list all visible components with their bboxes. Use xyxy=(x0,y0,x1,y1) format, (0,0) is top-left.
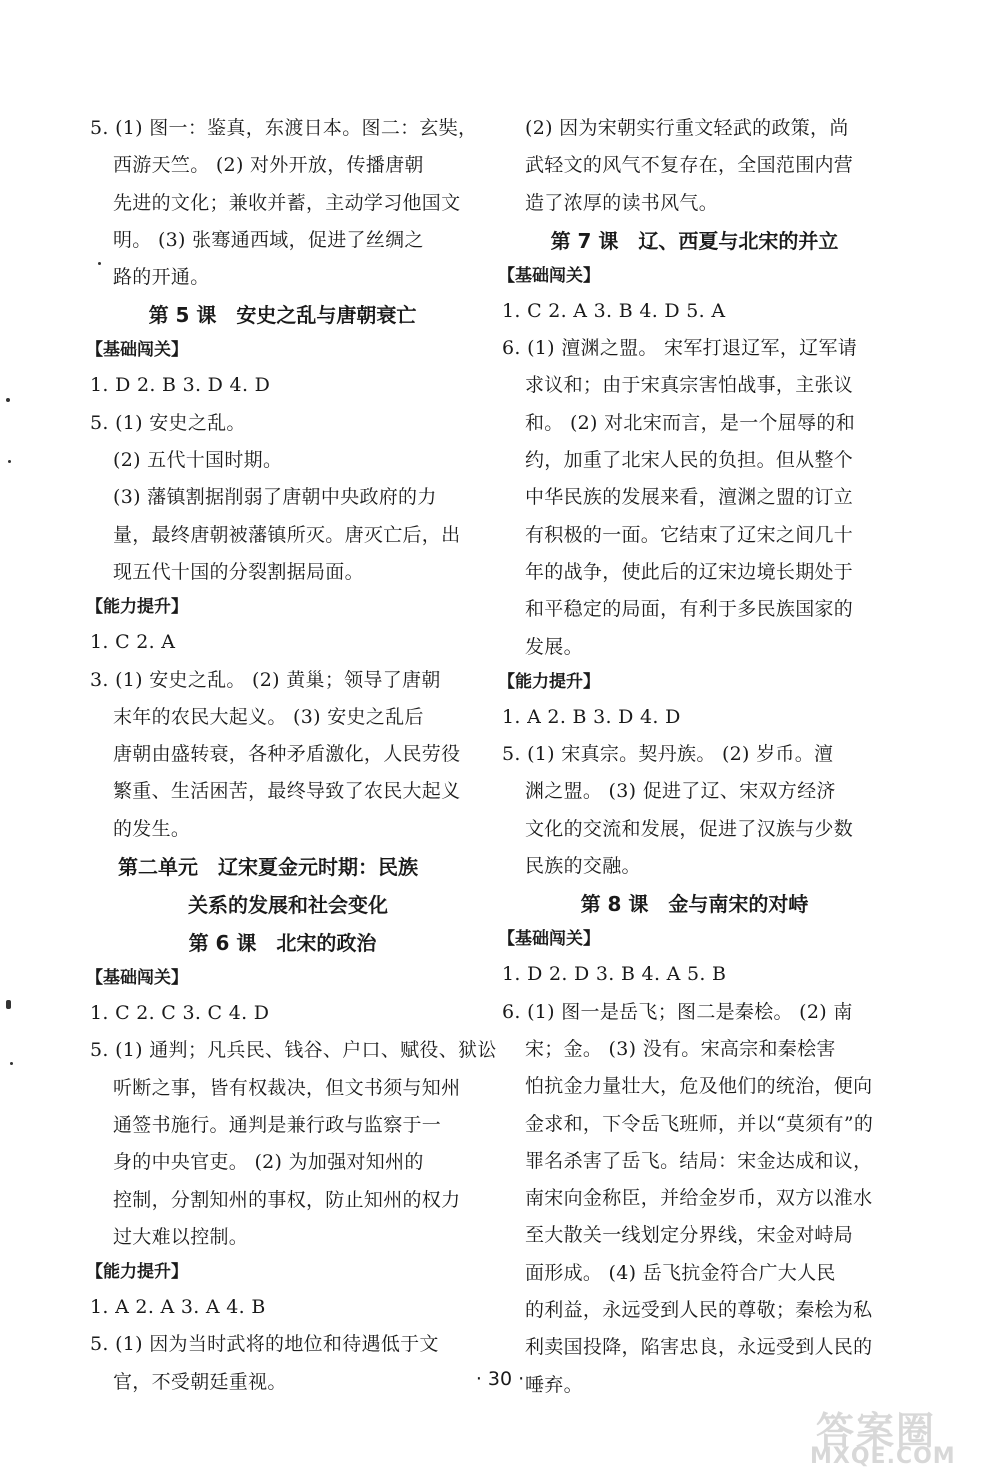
answer-line: 约，加重了北宋人民的负担。但从整个 xyxy=(525,449,854,472)
answer-line: 的利益，永远受到人民的尊敬；秦桧为私 xyxy=(525,1299,873,1322)
answer-line: 先进的文化；兼收并蓄，主动学习他国文 xyxy=(113,191,461,214)
answer-line: 罪名杀害了岳飞。结局：宋金达成和议， xyxy=(525,1149,873,1172)
section-label: 【能力提升】 xyxy=(498,671,600,692)
answer-line: 渊之盟。 (3) 促进了辽、宋双方经济 xyxy=(525,780,836,803)
section-label: 【基础闯关】 xyxy=(498,265,600,286)
answer-line: 5. (1) 通判；凡兵民、钱谷、户口、赋役、狱讼 xyxy=(90,1039,497,1062)
answer-line: 西游天竺。 (2) 对外开放，传播唐朝 xyxy=(113,154,424,177)
answer-line: 金求和，下令岳飞班师，并以“莫须有”的 xyxy=(525,1112,874,1135)
answer-line: 造了浓厚的读书风气。 xyxy=(525,191,719,214)
answer-line: 1. D 2. D 3. B 4. A 5. B xyxy=(502,963,727,986)
lesson-title: 第 7 课 辽、西夏与北宋的并立 xyxy=(550,228,839,253)
answer-line: 1. D 2. B 3. D 4. D xyxy=(90,374,271,397)
answer-line: 明。 (3) 张骞通西域，促进了丝绸之 xyxy=(113,228,424,251)
section-label: 【基础闯关】 xyxy=(86,340,188,361)
answer-line: 1. A 2. A 3. A 4. B xyxy=(90,1296,266,1319)
scan-speck xyxy=(6,398,10,402)
answer-line: 宋；金。 (3) 没有。宋高宗和秦桧害 xyxy=(525,1037,836,1060)
answer-line: 中华民族的发展来看，澶渊之盟的订立 xyxy=(525,486,854,509)
answer-line: 1. C 2. A xyxy=(90,631,176,654)
answer-line: 1. A 2. B 3. D 4. D xyxy=(502,705,681,728)
answer-line: 现五代十国的分裂割据局面。 xyxy=(113,560,364,583)
answer-line: 至大散关一线划定分界线，宋金对峙局 xyxy=(525,1224,854,1247)
section-label: 【能力提升】 xyxy=(86,1262,188,1283)
answer-line: 5. (1) 图一：鉴真，东渡日本。图二：玄奘， xyxy=(90,117,478,139)
scan-speck xyxy=(8,460,11,463)
answer-line: 5. (1) 宋真宗。契丹族。 (2) 岁币。澶 xyxy=(502,743,834,766)
answer-line: 年的战争，使此后的辽宋边境长期处于 xyxy=(525,560,854,583)
answer-line: 怕抗金力量壮大，危及他们的统治，便向 xyxy=(525,1075,873,1098)
answer-line: 有积极的一面。它结束了辽宋之间几十 xyxy=(525,523,854,546)
answer-line: 3. (1) 安史之乱。 (2) 黄巢；领导了唐朝 xyxy=(90,668,441,691)
answer-line: 武轻文的风气不复存在，全国范围内营 xyxy=(525,154,854,177)
watermark-en: MXQE.COM xyxy=(810,1444,956,1469)
answer-line: 听断之事，皆有权裁决，但文书须与知州 xyxy=(113,1076,461,1099)
watermark-logo xyxy=(810,1400,995,1468)
answer-line: 发展。 xyxy=(525,635,583,658)
unit-title: 第二单元 辽宋夏金元时期：民族 xyxy=(118,855,418,880)
answer-line: 1. C 2. A 3. B 4. D 5. A xyxy=(502,299,726,322)
answer-line: (2) 五代十国时期。 xyxy=(113,449,283,472)
answer-line: 南宋向金称臣，并给金岁币，双方以淮水 xyxy=(525,1187,873,1210)
lesson-title: 第 6 课 北宋的政治 xyxy=(188,931,377,956)
watermark-cn: 答案圈 xyxy=(816,1409,937,1453)
answer-line: 量，最终唐朝被藩镇所灭。唐灭亡后，出 xyxy=(113,523,461,546)
answer-line: (3) 藩镇割据削弱了唐朝中央政府的力 xyxy=(113,486,437,509)
answer-line: 求议和；由于宋真宗害怕战事，主张议 xyxy=(525,374,854,397)
answer-line: 1. C 2. C 3. C 4. D xyxy=(90,1002,270,1025)
answer-line: 过大难以控制。 xyxy=(113,1225,249,1248)
answer-line: 文化的交流和发展，促进了汉族与少数 xyxy=(525,817,854,840)
answer-line: 5. (1) 安史之乱。 xyxy=(90,411,246,434)
answer-line: 和平稳定的局面，有利于多民族国家的 xyxy=(525,598,854,621)
answer-line: 通签书施行。通判是兼行政与监察于一 xyxy=(113,1113,442,1136)
answer-line: 5. (1) 因为当时武将的地位和待遇低于文 xyxy=(90,1333,439,1356)
answer-line: 利卖国投降，陷害忠良，永远受到人民的 xyxy=(525,1336,873,1359)
answer-line: 的发生。 xyxy=(113,817,191,840)
scan-speck xyxy=(10,1062,13,1065)
answer-line: 繁重、生活困苦，最终导致了农民大起义 xyxy=(113,780,461,803)
section-label: 【基础闯关】 xyxy=(86,968,188,989)
unit-title-continued: 关系的发展和社会变化 xyxy=(188,893,388,918)
section-label: 【能力提升】 xyxy=(86,597,188,618)
lesson-title: 第 5 课 安史之乱与唐朝衰亡 xyxy=(148,303,417,328)
answer-line: 末年的农民大起义。 (3) 安史之乱后 xyxy=(113,705,424,728)
answer-line: 6. (1) 图一是岳飞；图二是秦桧。 (2) 南 xyxy=(502,1000,853,1023)
answer-line: 面形成。 (4) 岳飞抗金符合广大人民 xyxy=(525,1261,836,1284)
answer-line: 控制，分割知州的事权，防止知州的权力 xyxy=(113,1188,461,1211)
answer-line: (2) 因为宋朝实行重文轻武的政策，尚 xyxy=(525,117,849,139)
section-label: 【基础闯关】 xyxy=(498,929,600,950)
left-column xyxy=(86,110,497,1401)
page-number: · 30 · xyxy=(475,1368,525,1390)
answer-line: 唾弃。 xyxy=(525,1373,583,1396)
answer-line: 民族的交融。 xyxy=(525,855,641,878)
lesson-title: 第 8 课 金与南宋的对峙 xyxy=(580,892,809,917)
scan-speck xyxy=(6,1000,11,1009)
answer-line: 和。 (2) 对北宋而言，是一个屈辱的和 xyxy=(525,411,855,434)
scan-speck xyxy=(98,262,101,265)
answer-line: 路的开通。 xyxy=(113,266,210,289)
answer-line: 官，不受朝廷重视。 xyxy=(113,1370,287,1393)
answer-line: 身的中央官吏。 (2) 为加强对知州的 xyxy=(113,1151,424,1174)
answer-line: 6. (1) 澶渊之盟。 宋军打退辽军，辽军请 xyxy=(502,337,858,360)
answer-line: 唐朝由盛转衰，各种矛盾激化，人民劳役 xyxy=(113,743,461,766)
